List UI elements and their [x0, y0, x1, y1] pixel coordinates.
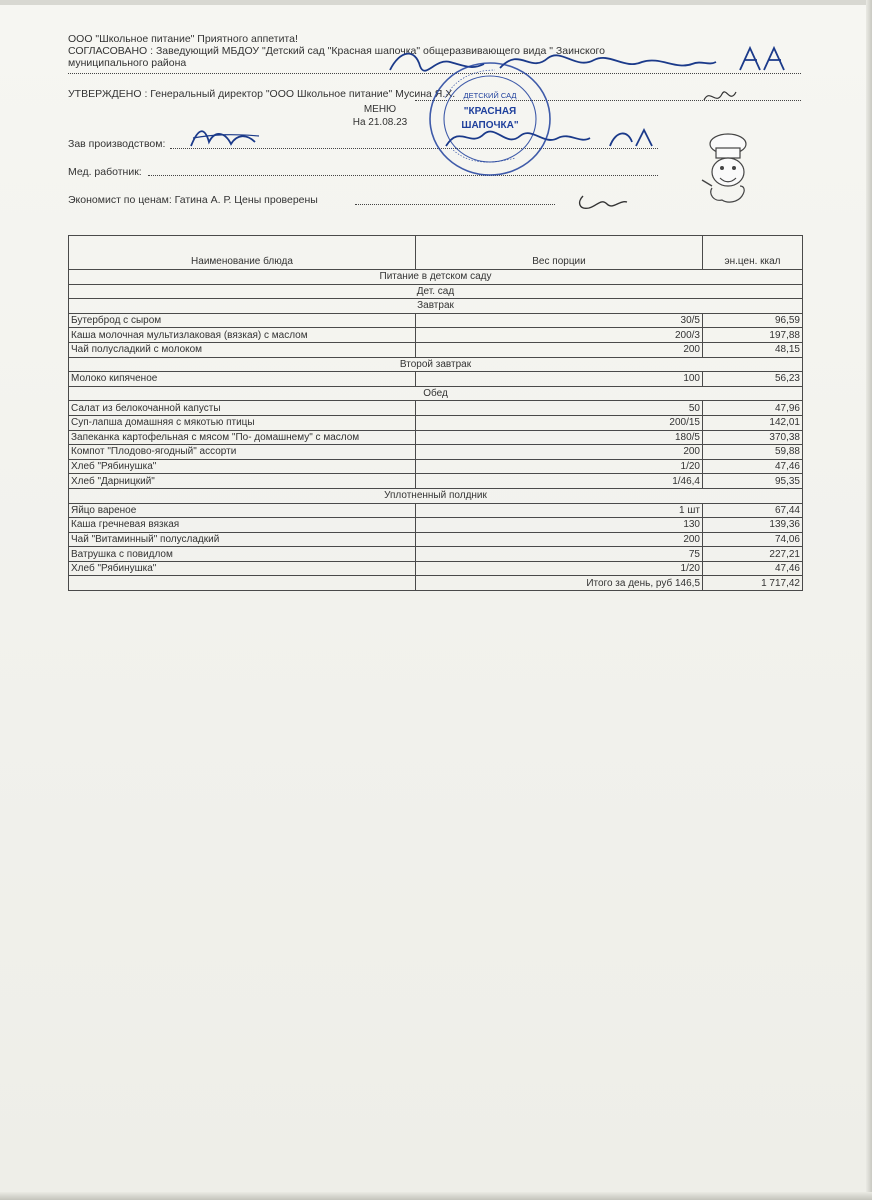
energy-kcal: 47,96	[703, 401, 803, 416]
energy-kcal: 142,01	[703, 415, 803, 430]
portion-weight: 130	[416, 518, 703, 533]
menu-table	[68, 235, 803, 591]
table-row	[69, 401, 803, 416]
table-row	[69, 503, 803, 518]
dish-name: Чай "Витаминный" полусладкий	[69, 532, 416, 547]
scan-edge-right	[866, 0, 872, 1200]
energy-kcal: 96,59	[703, 313, 803, 328]
energy-kcal: 227,21	[703, 547, 803, 562]
energy-kcal: 59,88	[703, 445, 803, 460]
table-row	[69, 561, 803, 576]
portion-weight: 50	[416, 401, 703, 416]
signature-production	[185, 120, 265, 154]
signature-approved	[700, 84, 740, 108]
table-row	[69, 532, 803, 547]
menu-date: На 21.08.23	[352, 117, 408, 128]
portion-weight: 200/15	[416, 415, 703, 430]
portion-weight: 1/20	[416, 561, 703, 576]
scan-edge-bottom	[0, 1192, 872, 1200]
portion-weight: 180/5	[416, 430, 703, 445]
section-row	[69, 386, 803, 401]
dish-name: Чай полусладкий с молоком	[69, 342, 416, 357]
chef-logo	[688, 130, 768, 210]
table-row	[69, 430, 803, 445]
total-empty-cell	[69, 576, 416, 591]
agreed-line-2: муниципального района	[68, 57, 187, 69]
table-row	[69, 342, 803, 357]
approved-line: УТВЕРЖДЕНО : Генеральный директор "ООО Школьное питание" Мусина Я.Х.	[68, 88, 456, 100]
scan-edge-top	[0, 0, 872, 5]
dish-name: Каша гречневая вязкая	[69, 518, 416, 533]
total-kcal: 1 717,42	[703, 576, 803, 591]
dish-name: Суп-лапша домашняя с мякотью птицы	[69, 415, 416, 430]
agreed-line: СОГЛАСОВАНО : Заведующий МБДОУ "Детский сад "Красная шапочка" общеразвивающего вида " Заинского	[68, 45, 605, 57]
portion-weight: 200	[416, 532, 703, 547]
stamp-line-2: "КРАСНАЯ	[463, 106, 517, 117]
total-row	[69, 576, 803, 591]
stamp-line-3: ШАПОЧКА"	[461, 120, 519, 131]
table-row	[69, 459, 803, 474]
table-row	[69, 445, 803, 460]
portion-weight: 200/3	[416, 328, 703, 343]
dish-name: Запеканка картофельная с мясом "По- домашнему" с маслом	[69, 430, 416, 445]
economist-signature-line	[355, 204, 555, 205]
portion-weight: 100	[416, 372, 703, 387]
dish-name: Каша молочная мультизлаковая (вязкая) с маслом	[69, 328, 416, 343]
table-row	[69, 313, 803, 328]
dish-name: Компот "Плодово-ягодный" ассорти	[69, 445, 416, 460]
organization-stamp	[425, 58, 555, 180]
energy-kcal: 197,88	[703, 328, 803, 343]
dish-name: Яйцо вареное	[69, 503, 416, 518]
section-label: Дет. сад	[69, 284, 803, 299]
dish-name: Ватрушка с повидлом	[69, 547, 416, 562]
section-row	[69, 299, 803, 314]
section-label: Обед	[69, 386, 803, 401]
energy-kcal: 95,35	[703, 474, 803, 489]
table-row	[69, 372, 803, 387]
energy-kcal: 370,38	[703, 430, 803, 445]
portion-weight: 1/20	[416, 459, 703, 474]
portion-weight: 200	[416, 342, 703, 357]
dish-name: Салат из белокочанной капусты	[69, 401, 416, 416]
energy-kcal: 47,46	[703, 459, 803, 474]
table-row	[69, 415, 803, 430]
energy-kcal: 139,36	[703, 518, 803, 533]
org-line: ООО "Школьное питание" Приятного аппетита!	[68, 33, 298, 45]
production-label: Зав производством:	[68, 138, 166, 150]
dish-name: Хлеб "Рябинушка"	[69, 561, 416, 576]
economist-line: Экономист по ценам: Гатина А. Р. Цены проверены	[68, 194, 318, 206]
section-row	[69, 270, 803, 285]
portion-weight: 75	[416, 547, 703, 562]
dish-name: Молоко кипяченое	[69, 372, 416, 387]
dish-name: Хлеб "Рябинушка"	[69, 459, 416, 474]
table-row	[69, 518, 803, 533]
section-label: Завтрак	[69, 299, 803, 314]
portion-weight: 30/5	[416, 313, 703, 328]
energy-kcal: 47,46	[703, 561, 803, 576]
menu-title: МЕНЮ	[363, 104, 397, 115]
column-header-kcal: эн.цен. ккал	[703, 236, 803, 270]
table-header-row	[69, 236, 803, 270]
portion-weight: 200	[416, 445, 703, 460]
portion-weight: 1/46,4	[416, 474, 703, 489]
section-row	[69, 488, 803, 503]
column-header-dish: Наименование блюда	[69, 236, 416, 270]
section-row	[69, 284, 803, 299]
section-row	[69, 357, 803, 372]
energy-kcal: 67,44	[703, 503, 803, 518]
portion-weight: 1 шт	[416, 503, 703, 518]
medic-label: Мед. работник:	[68, 166, 142, 178]
energy-kcal: 74,06	[703, 532, 803, 547]
table-row	[69, 474, 803, 489]
total-label: Итого за день, руб 146,5	[416, 576, 703, 591]
energy-kcal: 56,23	[703, 372, 803, 387]
table-row	[69, 328, 803, 343]
medic-signature-line	[148, 175, 658, 176]
column-header-weight: Вес порции	[416, 236, 703, 270]
section-label: Второй завтрак	[69, 357, 803, 372]
section-label: Питание в детском саду	[69, 270, 803, 285]
dish-name: Бутерброд с сыром	[69, 313, 416, 328]
dish-name: Хлеб "Дарницкий"	[69, 474, 416, 489]
table-row	[69, 547, 803, 562]
section-label: Уплотненный полдник	[69, 488, 803, 503]
signature-economist	[575, 188, 635, 214]
menu-table-body	[69, 270, 803, 576]
energy-kcal: 48,15	[703, 342, 803, 357]
stamp-line-1: ДЕТСКИЙ САД	[463, 91, 517, 100]
